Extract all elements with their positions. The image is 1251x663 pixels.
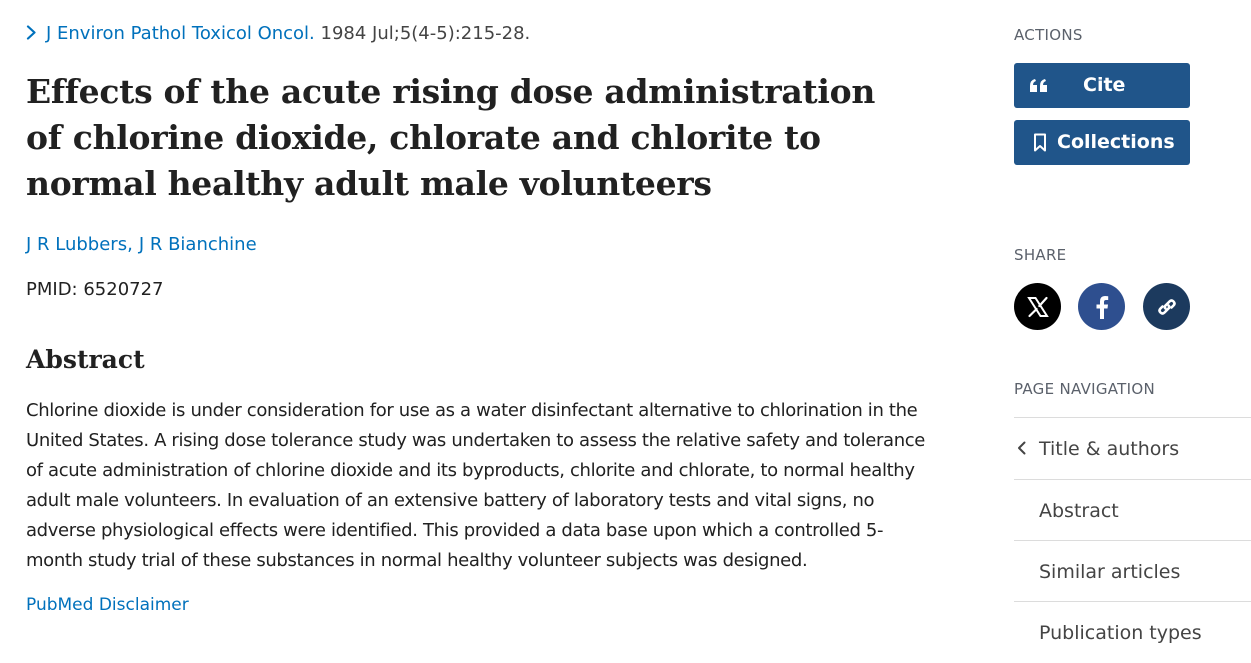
quote-icon bbox=[1029, 78, 1048, 93]
citation-date-pages: 1984 Jul;5(4-5):215-28. bbox=[320, 23, 531, 44]
cite-button[interactable] bbox=[1014, 63, 1190, 108]
chevron-right-icon bbox=[26, 25, 37, 40]
article-title: Effects of the acute rising dose administration of chlorine dioxide, chlorate and chlorite to normal healthy adult male volunteers bbox=[26, 72, 876, 203]
author-list bbox=[26, 233, 257, 257]
bookmark-icon bbox=[1033, 133, 1047, 152]
page-navigation-heading: PAGE NAVIGATION bbox=[1014, 380, 1155, 398]
page-navigation bbox=[1014, 417, 1251, 662]
actions-heading: ACTIONS bbox=[1014, 26, 1083, 44]
link-icon bbox=[1156, 296, 1178, 318]
chevron-left-icon bbox=[1017, 441, 1026, 455]
nav-item-label: Similar articles bbox=[1039, 561, 1181, 583]
collections-button[interactable] bbox=[1014, 120, 1190, 165]
pubmed-disclaimer-link[interactable]: PubMed Disclaimer bbox=[26, 595, 189, 615]
x-logo-icon bbox=[1026, 295, 1050, 319]
collections-label: Collections bbox=[1057, 131, 1175, 153]
share-copy-link-button[interactable] bbox=[1143, 283, 1190, 330]
abstract-text: Chlorine dioxide is under consideration for use as a water disinfectant alternative to chlorination in the United States. A rising dose tolerance study was undertaken to assess the relative safety and tolerance of acute administration of chlorine dioxide and its byproducts, chlorite and chlorate, to normal healthy adult male volunteers. In evaluation of an extensive battery of laboratory tests and vital signs, no adverse physiological effects were identified. This provided a data base upon which a controlled 5-month study trial of these substances in normal healthy volunteer subjects was designed. bbox=[26, 400, 926, 571]
facebook-icon bbox=[1095, 295, 1109, 319]
author-separator: , bbox=[127, 234, 133, 255]
author-link[interactable]: J R Bianchine bbox=[138, 234, 257, 255]
nav-item-abstract[interactable] bbox=[1014, 479, 1251, 540]
citation-line bbox=[26, 21, 530, 47]
pmid: PMID: 6520727 bbox=[26, 279, 164, 300]
nav-item-label: Title & authors bbox=[1039, 438, 1180, 460]
share-x-button[interactable] bbox=[1014, 283, 1061, 330]
sidebar bbox=[1014, 0, 1251, 657]
cite-label: Cite bbox=[1083, 74, 1126, 96]
nav-item-title-authors[interactable] bbox=[1014, 417, 1251, 479]
share-heading: SHARE bbox=[1014, 246, 1067, 264]
nav-item-similar-articles[interactable] bbox=[1014, 540, 1251, 601]
share-facebook-button[interactable] bbox=[1078, 283, 1125, 330]
nav-item-label: Abstract bbox=[1039, 500, 1119, 522]
abstract-heading: Abstract bbox=[26, 345, 145, 374]
journal-link[interactable]: J Environ Pathol Toxicol Oncol. bbox=[46, 23, 315, 44]
author-link[interactable]: J R Lubbers bbox=[26, 234, 128, 255]
nav-item-label: Publication types bbox=[1039, 622, 1202, 644]
nav-item-publication-types[interactable] bbox=[1014, 601, 1251, 662]
